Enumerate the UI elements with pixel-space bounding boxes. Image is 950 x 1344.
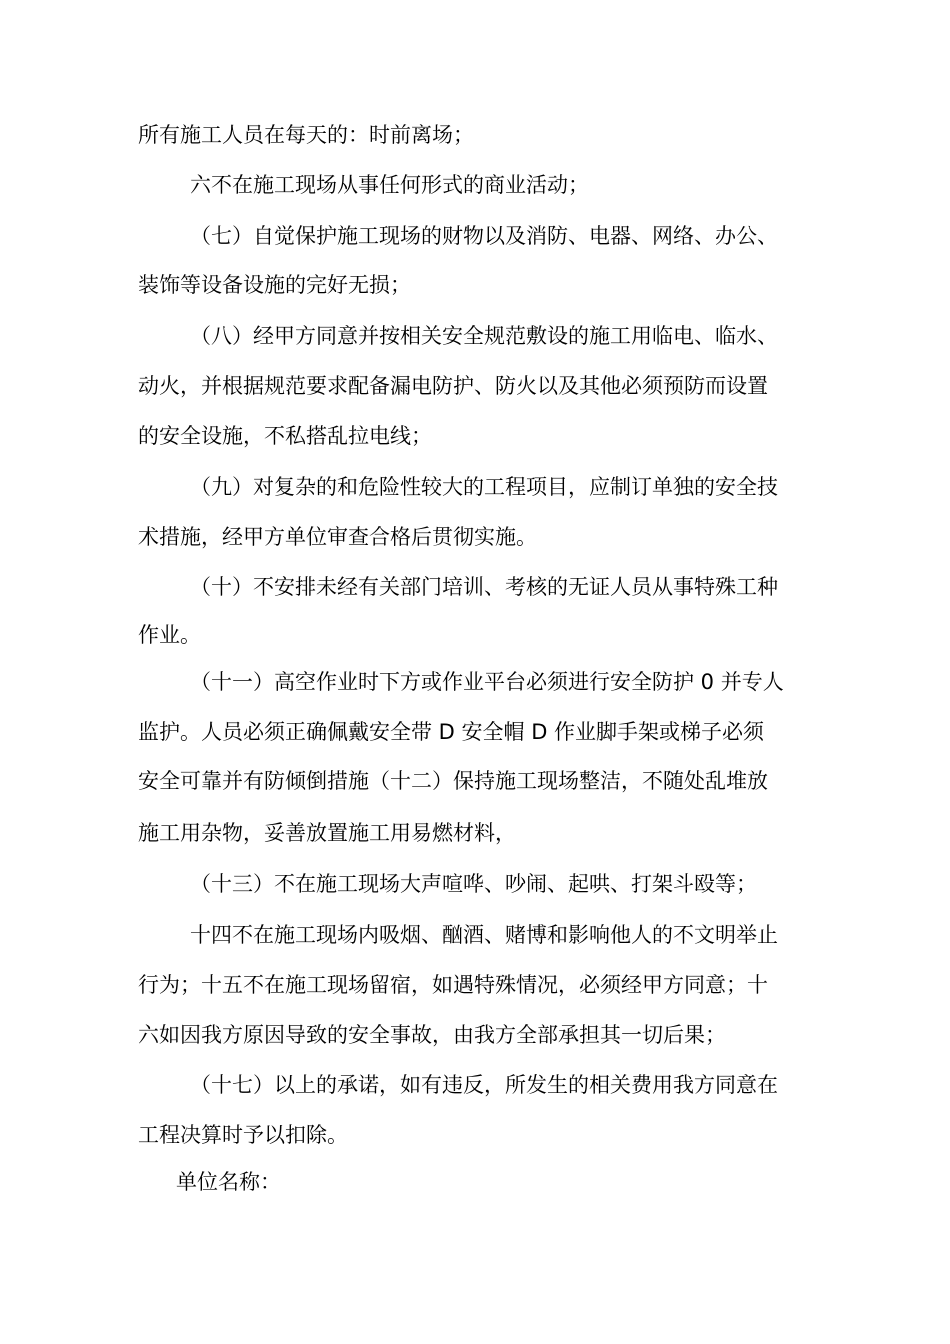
text-line: 十四不在施工现场内吸烟、酗酒、赌博和影响他人的不文明举止: [190, 923, 778, 947]
text-line: 六不在施工现场从事任何形式的商业活动；: [190, 173, 589, 197]
text-line: （十）不安排未经有关部门培训、考核的无证人员从事特殊工种: [190, 575, 778, 599]
text-line: （九）对复杂的和危险性较大的工程项目，应制订单独的安全技: [190, 475, 778, 499]
text-line: 施工用杂物，妥善放置施工用易燃材料，: [138, 821, 516, 845]
text-line: （八）经甲方同意并按相关安全规范敷设的施工用临电、临水、: [190, 324, 778, 348]
text-line: 的安全设施，不私搭乱拉电线；: [138, 424, 432, 448]
text-line: 行为；十五不在施工现场留宿，如遇特殊情况，必须经甲方同意；十: [138, 973, 768, 997]
text-line: 工程决算时予以扣除。: [138, 1123, 348, 1147]
text-line: 装饰等设备设施的完好无损；: [138, 273, 411, 297]
text-line: （十七）以上的承诺，如有违反，所发生的相关费用我方同意在: [190, 1073, 778, 1097]
text-line: （十三）不在施工现场大声喧哗、吵闹、起哄、打架斗殴等；: [190, 872, 757, 896]
text-line: 监护。人员必须正确佩戴安全带 D 安全帽 D 作业脚手架或梯子必须: [138, 720, 765, 744]
text-line: 安全可靠并有防倾倒措施（十二）保持施工现场整洁，不随处乱堆放: [138, 769, 768, 793]
text-line: 所有施工人员在每天的：时前离场；: [138, 123, 474, 147]
text-line: 术措施，经甲方单位审查合格后贯彻实施。: [138, 525, 537, 549]
text-line: 动火，并根据规范要求配备漏电防护、防火以及其他必须预防而设置: [138, 374, 768, 398]
company-name-label: 单位名称：: [176, 1170, 281, 1194]
text-line: （十一）高空作业时下方或作业平台必须进行安全防护 0 并专人: [190, 670, 784, 694]
text-line: （七）自觉保护施工现场的财物以及消防、电器、网络、办公、: [190, 224, 778, 248]
text-line: 六如因我方原因导致的安全事故，由我方全部承担其一切后果；: [138, 1023, 726, 1047]
text-line: 作业。: [138, 623, 201, 647]
